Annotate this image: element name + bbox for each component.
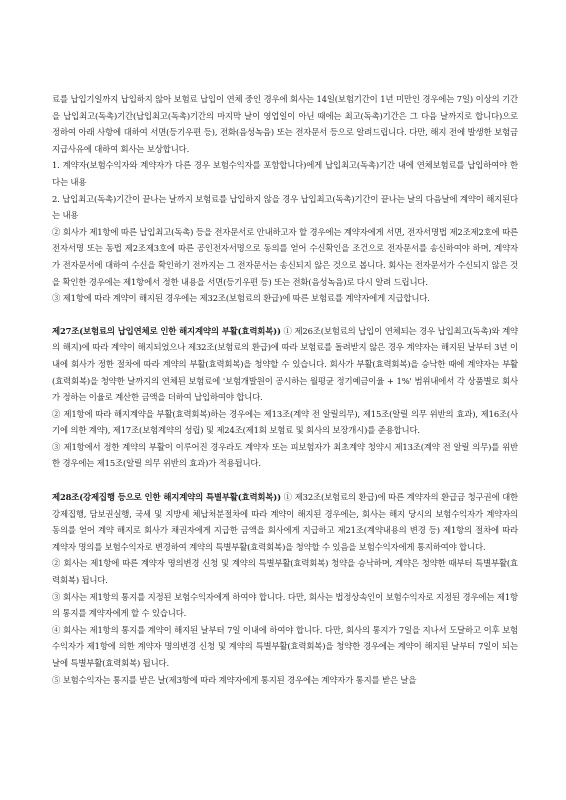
intro-item-1: 1. 계약자(보험수익자와 계약자가 다른 경우 보험수익자를 포함합니다)에게 납입최고(독촉)기간 내에 연체보험료를 납입하여야 한다는 내용 <box>52 160 518 187</box>
article-28-text-1: ① 제32조(보험료의 환급)에 따른 계약자의 환급금 청구권에 대한 강제집행, 담보권실행, 국세 및 지방세 체납처분절차에 따라 계약이 해지된 경우에는, 회사는 해지 당시의 보험수익자가 계약자의 동의를 얻어 계약 해지로 회사가 채권자에게 지급한 금액을 회사에게 지급하고 제21조(계약내용의 변경 등) 제1항의 절차에 따라 계약자 명의를 보험수익자로 변경하여 계약의 특별부활(효력회복)을 청약할 수 있음을 보험수익자에게 통지하여야 합니다. <box>52 492 518 552</box>
article-27-text-1: ① 제26조(보험료의 납입이 연체되는 경우 납입최고(독촉)와 계약의 해지)에 따라 계약이 해지되었으나 제32조(보험료의 환급)에 따라 보험료를 돌려받지 않은 경우 계약자는 해지된 날부터 3년 이내에 회사가 정한 절차에 따라 계약의 부활(효력회복)을 청약할 수 있습니다. 회사가 부활(효력회복)을 승낙한 때에 계약자는 부활(효력회복)을 청약한 날까지의 연체된 보험료에 '보험개발원이 공시하는 월평균 정기예금이율 + 1%' 범위내에서 각 상품별로 회사가 정하는 이율로 계산한 금액을 더하여 납입하여야 합니다. <box>52 325 518 403</box>
article-28-paragraph-1 <box>52 489 518 555</box>
article-28 <box>52 489 518 688</box>
article-27-paragraph-1 <box>52 323 518 406</box>
spacer <box>52 472 518 489</box>
article-28-paragraph-3: ③ 회사는 제1항의 통지를 지정된 보험수익자에게 하여야 합니다. 다만, 회사는 법정상속인이 보험수익자로 지정된 경우에는 제1항의 통지를 계약자에게 할 수 있습니다. <box>52 591 518 619</box>
article-28-title: 제28조(강제집행 등으로 인한 해지계약의 특별부활(효력회복)) <box>52 492 281 503</box>
intro-paragraph-1: 료를 납입기일까지 납입하지 않아 보험료 납입이 연체 중인 경우에 회사는 14일(보험기간이 1년 미만인 경우에는 7일) 이상의 기간을 납입최고(독촉)기간(납입최고(독촉)기간의 마지막 날이 영업일이 아닌 때에는 최고(독촉)기간은 그 다음 날까지로 합니다)으로 정하여 아래 사항에 대하여 서면(등기우편 등), 전화(음성녹음) 또는 전자문서 등으로 알려드립니다. 다만, 해지 전에 발생한 보험금 지급사유에 대하여 회사는 보상합니다. <box>52 94 518 154</box>
article-28-paragraph-5: ⑤ 보험수익자는 통지를 받은 날(제3항에 따라 계약자에게 통지된 경우에는 계약자가 통지를 받은 날을 <box>52 674 417 685</box>
article-27-paragraph-3: ③ 제1항에서 정한 계약의 부활이 이루어진 경우라도 계약자 또는 피보험자가 최초계약 청약시 제13조(계약 전 알릴 의무)를 위반한 경우에는 제15조(알릴 의무 위반의 효과)가 적용됩니다. <box>52 441 518 469</box>
intro-section <box>52 91 518 307</box>
intro-paragraph-2: ② 회사가 제1항에 따른 납입최고(독촉) 등을 전자문서로 안내하고자 할 경우에는 계약자에게 서면, 전자서명법 제2조제2호에 따른 전자서명 또는 동법 제2조제3호에 따른 공인전자서명으로 동의를 얻어 수신확인을 조건으로 전자문서를 송신하여야 하며, 계약자가 전자문서에 대하여 수신을 확인하기 전까지는 그 전자문서는 송신되지 않은 것으로 봅니다. 회사는 전자문서가 수신되지 않은 것을 확인한 경우에는 제1항에서 정한 내용을 서면(등기우편 등) 또는 전화(음성녹음)로 다시 알려 드립니다. <box>52 226 518 287</box>
article-28-paragraph-2: ② 회사는 제1항에 따른 계약자 명의변경 신청 및 계약의 특별부활(효력회복) 청약을 승낙하며, 계약은 청약한 때부터 특별부활(효력회복) 됩니다. <box>52 558 518 586</box>
article-27-paragraph-2: ② 제1항에 따라 해지계약을 부활(효력회복)하는 경우에는 제13조(계약 전 알릴의무), 제15조(알릴 의무 위반의 효과), 제16조(사기에 의한 계약), 제17조(보험계약의 성립) 및 제24조(제1회 보험료 및 회사의 보장개시)를 준용합니다. <box>52 408 518 436</box>
article-28-paragraph-4: ④ 회사는 제1항의 통지를 계약이 해지된 날부터 7일 이내에 하여야 합니다. 다만, 회사의 통지가 7일을 지나서 도달하고 이후 보험수익자가 제1항에 의한 계약자 명의변경 신청 및 계약의 특별부활(효력회복)을 청약한 경우에는 계약이 해지된 날부터 7일이 되는 날에 특별부활(효력회복) 됩니다. <box>52 624 518 668</box>
intro-paragraph-3: ③ 제1항에 따라 계약이 해지된 경우에는 제32조(보험료의 환급)에 따른 보험료를 계약자에게 지급합니다. <box>52 293 430 304</box>
article-27 <box>52 323 518 472</box>
spacer <box>52 307 518 323</box>
article-27-title: 제27조(보험료의 납입연체로 인한 해지계약의 부활(효력회복)) <box>52 325 281 336</box>
intro-item-2: 2. 납입최고(독촉)기간이 끝나는 날까지 보험료를 납입하지 않을 경우 납입최고(독촉)기간이 끝나는 날의 다음날에 계약이 해지된다는 내용 <box>52 193 518 221</box>
